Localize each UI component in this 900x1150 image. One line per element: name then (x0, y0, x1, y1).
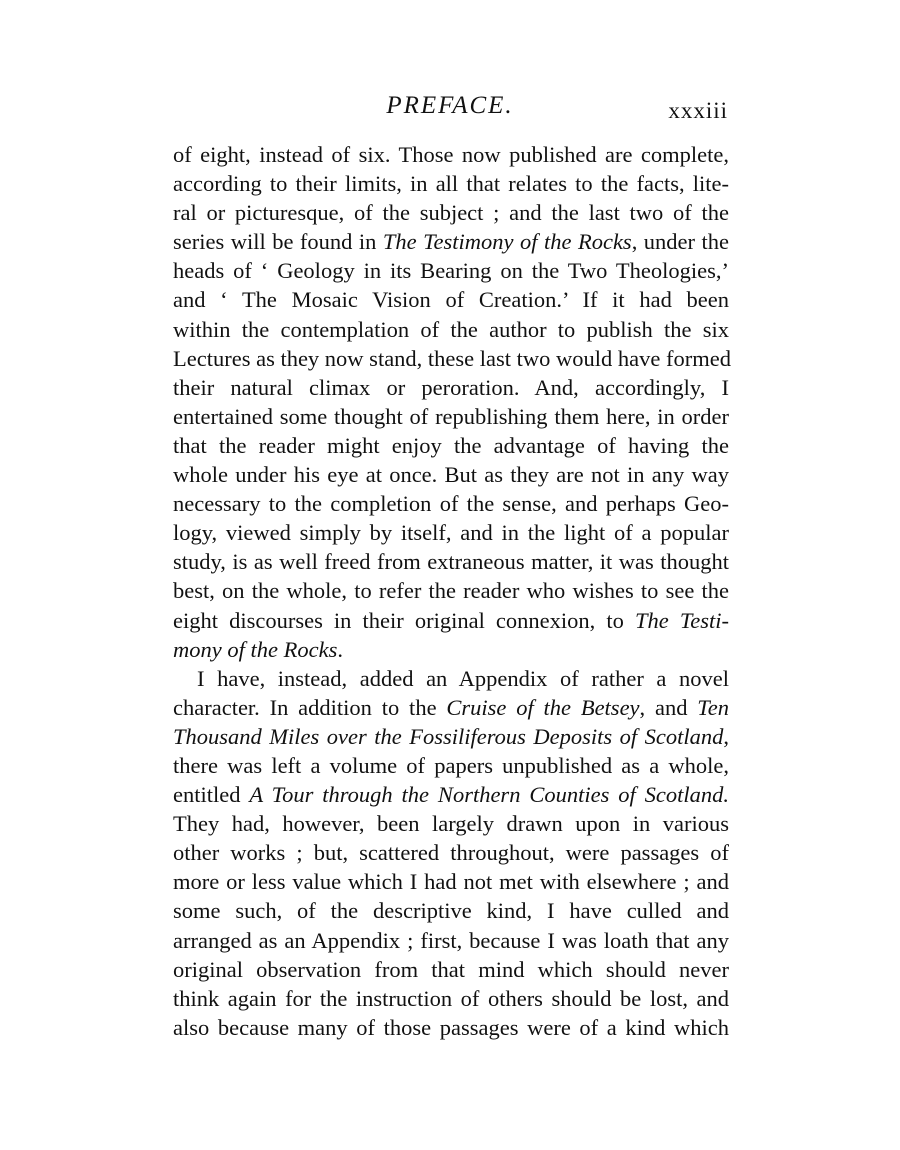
text-segment: that the reader might enjoy the advantage of having the (173, 432, 729, 458)
italic-text-segment: mony of the Rocks (173, 636, 338, 662)
text-line (173, 867, 729, 896)
text-line (173, 227, 729, 256)
text-line (173, 576, 729, 605)
text-line (173, 402, 729, 431)
italic-text-segment: Cruise of the Betsey (446, 694, 640, 720)
text-line (173, 635, 729, 664)
text-segment: think again for the instruction of others should be lost, and (173, 985, 729, 1011)
text-line (173, 809, 729, 838)
text-line (173, 285, 729, 314)
text-segment: , under the (631, 229, 730, 255)
text-line (173, 1013, 729, 1042)
text-segment: whole under his eye at once. But as they are not in any way (173, 462, 729, 488)
italic-text-segment: Thousand Miles over the Fossiliferous Deposits of Scotland (173, 723, 724, 749)
text-line (173, 315, 729, 344)
text-line (173, 984, 729, 1013)
text-segment: within the contemplation of the author to publish the six (173, 316, 729, 342)
text-segment: necessary to the completion of the sense, and perhaps Geo- (173, 491, 729, 517)
text-segment: entertained some thought of republishing them here, in order (173, 403, 729, 429)
text-line (173, 198, 729, 227)
text-segment: character. In addition to the (173, 694, 447, 720)
text-line (173, 373, 729, 402)
text-line (173, 780, 729, 809)
text-segment: , (723, 723, 729, 749)
text-segment: They had, however, been largely drawn upon in various (173, 811, 729, 837)
text-segment: best, on the whole, to refer the reader who wishes to see the (173, 578, 729, 604)
text-line (173, 489, 729, 518)
text-line (173, 926, 729, 955)
text-segment: , and (639, 694, 698, 720)
text-segment: more or less value which I had not met with elsewhere ; and (173, 869, 729, 895)
italic-text-segment: The Testimony of the Rocks (382, 229, 632, 255)
text-segment: eight discourses in their original connexion, to (173, 607, 635, 633)
text-segment: Lectures as they now stand, these last two would have formed (173, 345, 731, 371)
text-segment: . (337, 636, 343, 662)
text-line (173, 460, 729, 489)
text-segment: and ‘ The Mosaic Vision of Creation.’ If it had been (173, 287, 729, 313)
text-line (173, 722, 729, 751)
text-segment: also because many of those passages were of a kind which (173, 1014, 729, 1040)
page-number: xxxiii (668, 98, 728, 123)
text-segment: original observation from that mind which should never (173, 956, 729, 982)
text-segment: of eight, instead of six. Those now published are complete, (173, 142, 729, 167)
text-line (173, 169, 729, 198)
running-title: PREFACE. (386, 92, 514, 119)
text-segment: logy, viewed simply by itself, and in the light of a popular (173, 520, 729, 546)
text-line (173, 693, 729, 722)
text-line (173, 140, 729, 169)
text-segment: according to their limits, in all that relates to the facts, lite- (173, 171, 729, 197)
text-line (173, 751, 729, 780)
text-segment: I have, instead, added an Appendix of rather a novel (197, 665, 729, 691)
text-segment: heads of ‘ Geology in its Bearing on the Two Theologies,’ (173, 258, 729, 284)
text-line (173, 431, 729, 460)
italic-text-segment: A Tour through the Northern Counties of Scotland. (249, 782, 730, 808)
text-line (173, 547, 729, 576)
running-header (170, 92, 730, 126)
italic-text-segment: Ten (697, 694, 729, 720)
text-line (173, 838, 729, 867)
italic-text-segment: The Testi- (634, 607, 730, 633)
text-segment: series will be found in (173, 229, 383, 255)
text-segment: ral or picturesque, of the subject ; and the last two of the (173, 200, 729, 226)
text-segment: some such, of the descriptive kind, I have culled and (173, 898, 729, 924)
text-segment: their natural climax or peroration. And, accordingly, I (173, 374, 729, 400)
text-line (173, 664, 729, 693)
text-line (173, 518, 729, 547)
text-segment: other works ; but, scattered throughout, were passages of (173, 840, 729, 866)
text-segment: entitled (173, 782, 250, 808)
text-line (173, 606, 729, 635)
text-line (173, 896, 729, 925)
text-segment: there was left a volume of papers unpublished as a whole, (173, 752, 729, 778)
text-segment: arranged as an Appendix ; first, because I was loath that any (173, 927, 729, 953)
text-segment: study, is as well freed from extraneous matter, it was thought (173, 549, 729, 575)
body-text (173, 140, 729, 1042)
text-line (173, 344, 729, 373)
text-line (173, 256, 729, 285)
text-line (173, 955, 729, 984)
